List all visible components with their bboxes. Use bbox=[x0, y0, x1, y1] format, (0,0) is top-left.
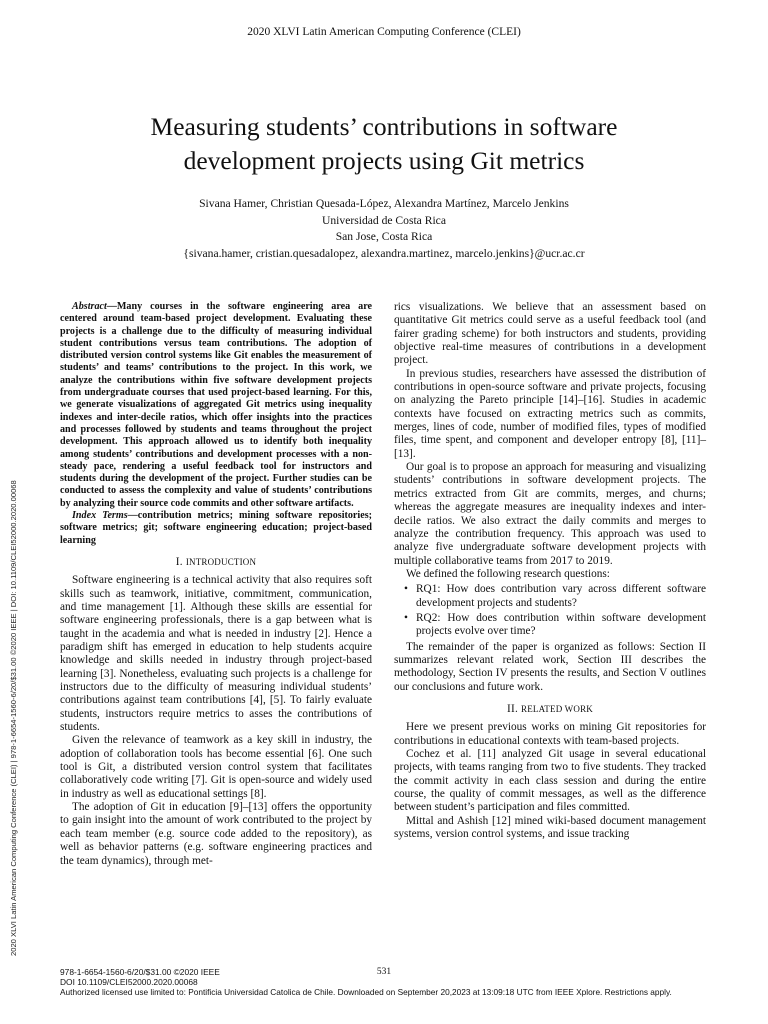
index-terms-label: Index Terms bbox=[72, 510, 128, 522]
paragraph: Software engineering is a technical activity that also requires soft skills such as teamwork, initiative, commitment, communication, and time management [1]. Although these skills are essential for software engineering professionals, there is a gap between what is taught in the academia and what is needed in industry [2]. Hence a paradigm shift has emerged in education to help students acquire knowledge and skills needed in industry through project-based learning [3]. Nonetheless, evaluating such projects is a challenge for instructors due to the difficulty of measuring individual students’ contributions against team contributions [4], [5]. To fairly evaluate students, instructors require metrics to asses the contributions of students. bbox=[60, 574, 372, 734]
side-copyright-stamp bbox=[2, 360, 16, 956]
section-heading-introduction bbox=[60, 556, 372, 569]
paper-title-line-1: Measuring students’ contributions in software bbox=[150, 112, 618, 141]
abstract bbox=[60, 301, 372, 510]
paragraph: Cochez et al. [11] analyzed Git usage in several educational projects, with teams ranging from two to five students. They tracked the commit activity in each class session and during the entire course, the quality of commit messages, as well as the difference between student’s participation and files committed. bbox=[394, 748, 706, 814]
right-column bbox=[394, 301, 706, 841]
index-terms-text: —contribution metrics; mining software repositories; software metrics; git; software engineering education; project-based learning bbox=[60, 510, 372, 546]
author-emails: {sivana.hamer, cristian.quesadalopez, alexandra.martinez, marcelo.jenkins}@ucr.ac.cr bbox=[183, 246, 585, 260]
footer-publication-info bbox=[60, 967, 220, 987]
abstract-label: Abstract bbox=[72, 301, 107, 312]
paragraph: The remainder of the paper is organized as follows: Section II summarizes relevant related work, Section III describes the methodology, Section IV presents the results, and Section V outlines our conclusions and future work. bbox=[394, 640, 706, 693]
paragraph: In previous studies, researchers have assessed the distribution of contributions in open-source software and private projects, focusing on analyzing the Pareto principle [14]–[16]. Studies in academic contexts have focused on extracting metrics such as commits, merges, lines of code, number of modified files, types of modified files, time spent, and component and developer entropy [8], [11]–[13]. bbox=[394, 367, 706, 460]
side-stamp-text: 2020 XLVI Latin American Computing Conference (CLEI) | 978-1-6654-1560-6/20/$31.00 ©2020 IEEE | DOI: 10.1109/CLEI52000.2020.00068 bbox=[9, 480, 18, 956]
bullet-icon: • bbox=[404, 611, 408, 624]
paragraph: We defined the following research questions: bbox=[406, 567, 610, 580]
paper-title bbox=[60, 110, 708, 178]
research-question-1 bbox=[394, 583, 706, 610]
page-number: 531 bbox=[376, 967, 392, 977]
index-terms bbox=[60, 510, 372, 547]
section-heading-related-work bbox=[394, 703, 706, 716]
paragraph: Mittal and Ashish [12] mined wiki-based document management systems, version control systems, and issue tracking bbox=[394, 814, 706, 841]
section-title: INTRODUCTION bbox=[185, 556, 257, 567]
abstract-text: —Many courses in the software engineering area are centered around team-based project development. Evaluating these projects is a challenge due to the difficulty of measuring individual student contributions versus team contributions. The adoption of distributed version control systems like Git enables the measurement of students’ and teams’ contributions to the project. In this work, we analyze the contributions within five software development projects from undergraduate courses that used project-based learning. For this, we generate visualizations of aggregated Git metrics using inequality indexes and inter-decile ratios, which offer insights into the practices and processes followed by students and teams throughout the project development. This approach allowed us to identify both inequality among students’ contributions and development processes with a non-steady pace, rendering a useful feedback tool for instructors and students during the development of the project. Further studies can be conducted to assess the complexity and value of students’ contributions by analyzing their source code commits and other software artifacts. bbox=[60, 301, 372, 509]
research-question-text: RQ2: How does contribution within software development projects evolve over time? bbox=[416, 611, 706, 638]
section-title: RELATED WORK bbox=[521, 703, 593, 714]
footer-doi: DOI 10.1109/CLEI52000.2020.00068 bbox=[60, 977, 198, 987]
author-names: Sivana Hamer, Christian Quesada-López, Alexandra Martínez, Marcelo Jenkins bbox=[199, 197, 569, 210]
conference-header: 2020 XLVI Latin American Computing Conference (CLEI) bbox=[247, 26, 521, 38]
paragraph: rics visualizations. We believe that an assessment based on quantitative Git metrics could serve as a useful feedback tool (and fairer grading scheme) for both instructors and students, providing objective real-time measures of contributions in a development project. bbox=[394, 301, 706, 367]
paragraph: The adoption of Git in education [9]–[13] offers the opportunity to gain insight into the amount of work contributed to the project by each team member (e.g. source code added to the repository), as well as behavior patterns (e.g. software engineering practices and the team dynamics), through met- bbox=[60, 801, 372, 867]
author-block bbox=[60, 196, 708, 262]
section-number: II. bbox=[507, 702, 518, 715]
paragraph: Given the relevance of teamwork as a key skill in industry, the adoption of collaboration tools has become essential [6]. One such tool is Git, a distributed version control system that facilitates collaboratively code writing [7]. Git is open-source and widely used in industry as well as educational settings [8]. bbox=[60, 734, 372, 800]
research-question-2 bbox=[394, 612, 706, 639]
license-notice: Authorized licensed use limited to: Pontificia Universidad Catolica de Chile. Downloaded on September 20,2023 at 13:09:18 UTC from IEEE Xplore. Restrictions apply. bbox=[60, 987, 672, 997]
paragraph: Our goal is to propose an approach for measuring and visualizing students’ contributions in software development projects. The metrics extracted from Git are commits, merges, and churns; whereas the aggregate measures are inequality indexes and inter-decile ratios. We also extract the daily commits and merges to analyze the contribution frequency. This approach was used to analyze five undergraduate software development projects with multiple collaborative teams from 2017 to 2019. bbox=[394, 461, 706, 567]
paragraph: Here we present previous works on mining Git repositories for contributions in educational contexts with team-based projects. bbox=[394, 721, 706, 747]
location: San Jose, Costa Rica bbox=[335, 230, 433, 243]
bullet-icon: • bbox=[404, 583, 408, 596]
left-column bbox=[60, 301, 372, 868]
paper-title-line-2: development projects using Git metrics bbox=[183, 146, 585, 175]
footer-isbn: 978-1-6654-1560-6/20/$31.00 ©2020 IEEE bbox=[60, 967, 220, 977]
section-number: I. bbox=[175, 555, 183, 568]
research-question-text: RQ1: How does contribution vary across different software development projects and students? bbox=[416, 583, 706, 609]
affiliation: Universidad de Costa Rica bbox=[322, 213, 446, 227]
